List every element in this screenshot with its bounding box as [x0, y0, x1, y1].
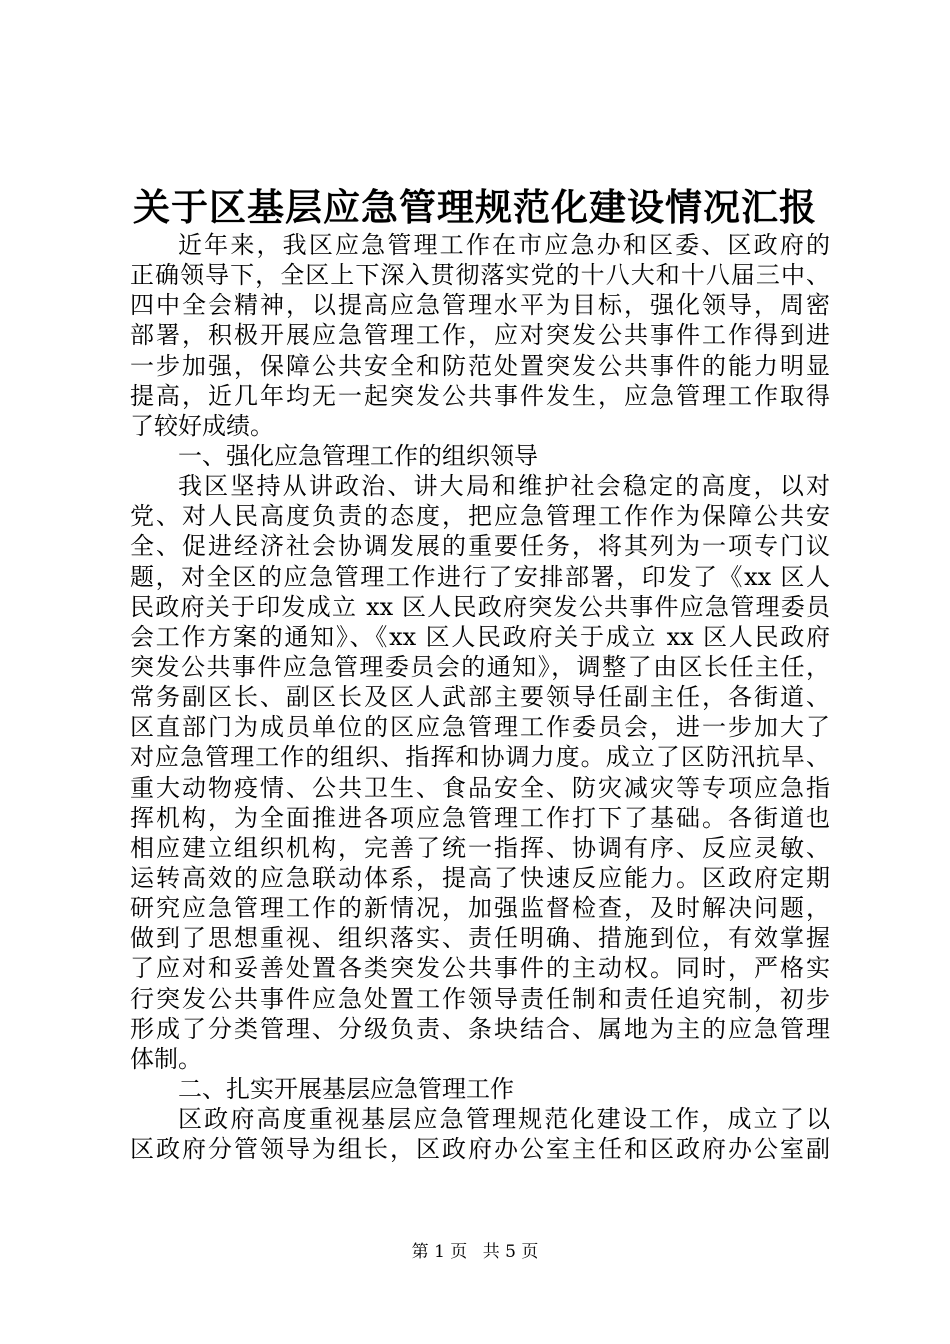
paragraph-line: 了应对和妥善处置各类突发公共事件的主动权。同时，严格实	[130, 954, 830, 983]
section-heading: 一、强化应急管理工作的组织领导	[178, 441, 538, 470]
paragraph-line: 近年来，我区应急管理工作在市应急办和区委、区政府的	[178, 231, 830, 259]
paragraph-line: 全、促进经济社会协调发展的重要任务，将其列为一项专门议	[130, 532, 830, 561]
paragraph-line: 常务副区长、副区长及区人武部主要领导任副主任，各街道、	[130, 683, 830, 712]
document-title: 关于区基层应急管理规范化建设情况汇报	[133, 185, 817, 229]
paragraph-line: 区政府分管领导为组长，区政府办公室主任和区政府办公室副	[130, 1135, 830, 1164]
paragraph-line: 党、对人民高度负责的态度，把应急管理工作作为保障公共安	[130, 502, 830, 531]
paragraph-line: 民政府关于印发成立 xx 区人民政府突发公共事件应急管理委员	[130, 592, 830, 621]
paragraph-line: 题，对全区的应急管理工作进行了安排部署，印发了《xx 区人	[130, 562, 830, 591]
paragraph-line: 区政府高度重视基层应急管理规范化建设工作，成立了以	[178, 1105, 830, 1134]
paragraph-line: 会工作方案的通知》、《xx 区人民政府关于成立 xx 区人民政府	[130, 622, 830, 651]
paragraph-line: 相应建立组织机构，完善了统一指挥、协调有序、反应灵敏、	[130, 833, 830, 862]
paragraph-line: 提高，近几年均无一起突发公共事件发生，应急管理工作取得	[130, 381, 830, 410]
page-number: 第 1 页	[411, 1242, 468, 1262]
paragraph-line: 研究应急管理工作的新情况，加强监督检查，及时解决问题，	[130, 894, 830, 923]
paragraph-line: 行突发公共事件应急处置工作领导责任制和责任追究制，初步	[130, 984, 830, 1013]
paragraph-line: 正确领导下，全区上下深入贯彻落实党的十八大和十八届三中、	[130, 261, 830, 290]
paragraph-line: 运转高效的应急联动体系，提高了快速反应能力。区政府定期	[130, 863, 830, 892]
paragraph-line: 挥机构，为全面推进各项应急管理工作打下了基础。各街道也	[130, 803, 830, 832]
paragraph-line: 重大动物疫情、公共卫生、食品安全、防灾减灾等专项应急指	[130, 773, 830, 802]
paragraph	[130, 230, 830, 441]
paragraph-line: 做到了思想重视、组织落实、责任明确、措施到位，有效掌握	[130, 924, 830, 953]
paragraph	[130, 471, 830, 1074]
paragraph-line: 形成了分类管理、分级负责、条块结合、属地为主的应急管理	[130, 1014, 830, 1043]
paragraph	[130, 1104, 830, 1164]
page-footer	[0, 1240, 950, 1264]
paragraph-line: 了较好成绩。	[130, 411, 274, 440]
paragraph-line: 部署，积极开展应急管理工作，应对突发公共事件工作得到进	[130, 321, 830, 350]
paragraph-line: 四中全会精神，以提高应急管理水平为目标，强化领导，周密	[130, 291, 830, 320]
paragraph-line: 突发公共事件应急管理委员会的通知》，调整了由区长任主任，	[130, 652, 830, 681]
paragraph-line: 对应急管理工作的组织、指挥和协调力度。成立了区防汛抗旱、	[130, 743, 830, 772]
paragraph-line: 区直部门为成员单位的区应急管理工作委员会，进一步加大了	[130, 713, 830, 742]
paragraph-line: 一步加强，保障公共安全和防范处置突发公共事件的能力明显	[130, 351, 830, 380]
page-total: 共 5 页	[482, 1242, 539, 1262]
section-heading: 二、扎实开展基层应急管理工作	[178, 1074, 514, 1103]
document-body	[130, 230, 830, 1164]
paragraph-line: 体制。	[130, 1044, 202, 1073]
paragraph-line: 我区坚持从讲政治、讲大局和维护社会稳定的高度，以对	[178, 472, 830, 501]
